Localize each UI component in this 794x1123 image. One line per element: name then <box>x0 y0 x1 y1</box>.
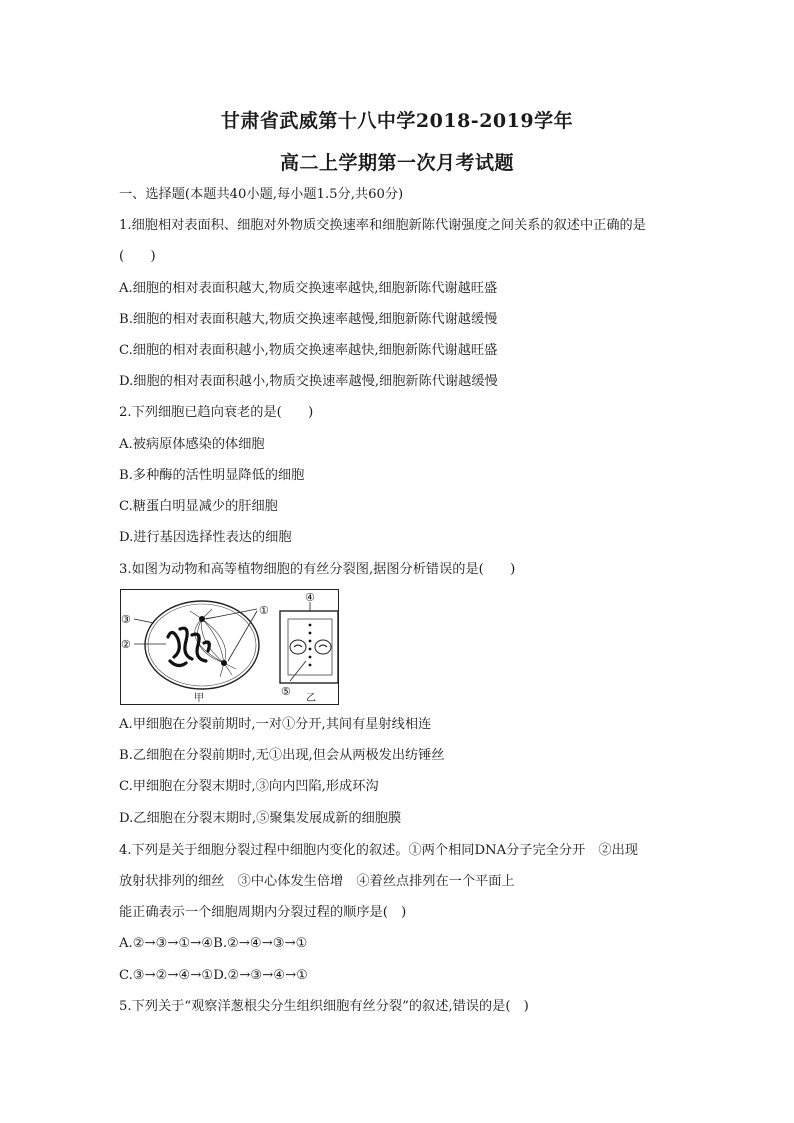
q1-stem: 1.细胞相对表面积、细胞对外物质交换速率和细胞新陈代谢强度之间关系的叙述中正确的是 <box>119 218 646 233</box>
q2-option-c: C.糖蛋白明显减少的肝细胞 <box>119 499 278 514</box>
caption-right: 乙 <box>306 693 316 704</box>
daughter-nucleus-right <box>315 640 331 654</box>
q3-option-c: C.甲细胞在分裂末期时,③向内凹陷,形成环沟 <box>119 779 379 794</box>
q1-option-a: A.细胞的相对表面积越大,物质交换速率越快,细胞新陈代谢越旺盛 <box>119 281 498 296</box>
q2-option-a: A.被病原体感染的体细胞 <box>119 437 265 452</box>
animal-cell-membrane <box>145 601 259 689</box>
label-3: ③ <box>121 613 131 626</box>
chromosomes <box>168 628 209 665</box>
q1-option-c: C.细胞的相对表面积越小,物质交换速率越快,细胞新陈代谢越旺盛 <box>119 343 498 358</box>
q3-stem: 3.如图为动物和高等植物细胞的有丝分裂图,据图分析错误的是( ) <box>119 562 516 577</box>
caption-left: 甲 <box>194 693 204 704</box>
q3-option-d: D.乙细胞在分裂末期时,⑤聚集发展成新的细胞膜 <box>119 811 402 826</box>
label-2: ② <box>121 638 131 651</box>
cell-plate-vesicles <box>309 624 312 667</box>
q1-paren: ( ) <box>119 249 156 264</box>
mitosis-figure <box>120 589 339 705</box>
q4-stem: 4.下列是关于细胞分裂过程中细胞内变化的叙述。①两个相同DNA分子完全分开 ②出现 <box>119 843 638 858</box>
label-4: ④ <box>305 591 315 604</box>
q4-options-cd: C.③→②→④→①D.②→③→④→① <box>119 968 308 983</box>
q2-stem: 2.下列细胞已趋向衰老的是( ) <box>119 405 314 420</box>
section-heading: 一、选择题(本题共40小题,每小题1.5分,共60分) <box>119 187 404 202</box>
centrosome-bottom <box>221 660 227 666</box>
exam-title-line2: 高二上学期第一次月考试题 <box>279 152 514 174</box>
q2-option-d: D.进行基因选择性表达的细胞 <box>119 530 292 545</box>
q1-option-b: B.细胞的相对表面积越大,物质交换速率越慢,细胞新陈代谢越缓慢 <box>119 312 498 327</box>
q3-option-a: A.甲细胞在分裂前期时,一对①分开,其间有星射线相连 <box>119 717 432 732</box>
q1-option-d: D.细胞的相对表面积越小,物质交换速率越慢,细胞新陈代谢越缓慢 <box>119 374 498 389</box>
label-1: ① <box>259 604 269 617</box>
exam-title-line1: 甘肃省武威第十八中学2018-2019学年 <box>220 110 574 132</box>
q3-option-b: B.乙细胞在分裂前期时,无①出现,但会从两极发出纺锤丝 <box>119 748 445 763</box>
label-5: ⑤ <box>281 685 291 698</box>
q4-options-ab: A.②→③→①→④B.②→④→③→① <box>119 936 308 951</box>
q2-option-b: B.多种酶的活性明显降低的细胞 <box>119 468 305 483</box>
daughter-nucleus-left <box>290 640 306 654</box>
q4-stem-continued: 放射状排列的细丝 ③中心体发生倍增 ④着丝点排列在一个平面上 <box>119 874 515 889</box>
q5-stem: 5.下列关于“观察洋葱根尖分生组织细胞有丝分裂”的叙述,错误的是( ) <box>119 999 529 1014</box>
q4-question: 能正确表示一个细胞周期内分裂过程的顺序是( ) <box>119 905 407 920</box>
plant-cell-wall <box>280 611 338 683</box>
centrosome-top <box>199 616 205 622</box>
